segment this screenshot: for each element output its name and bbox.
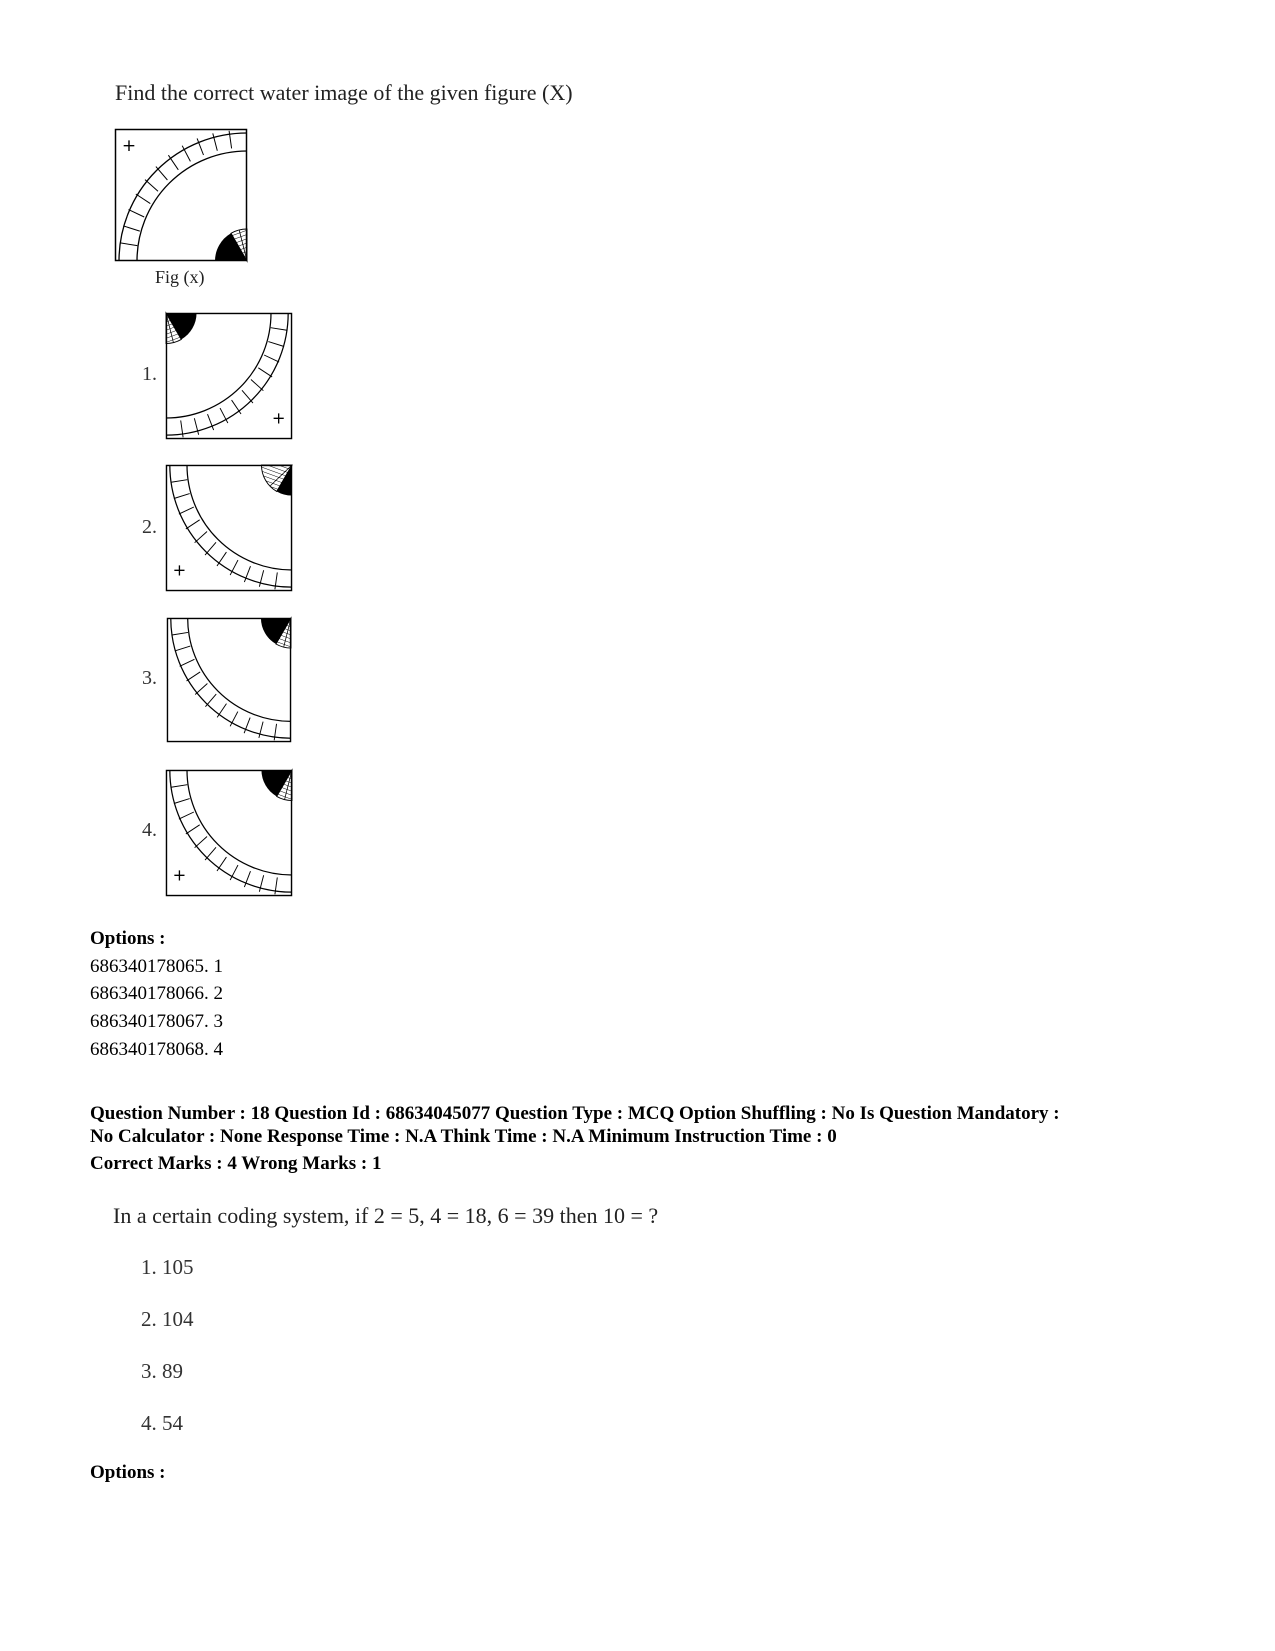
question-meta-line: No Calculator : None Response Time : N.A Think Time : N.A Minimum Instruction Time : 0 (90, 1126, 837, 1147)
options-heading: Options : (90, 928, 166, 949)
question-prompt: In a certain coding system, if 2 = 5, 4 = 18, 6 = 39 then 10 = ? (113, 1203, 659, 1228)
option-item[interactable]: 686340178066. 2 (90, 983, 223, 1004)
figure-option-label: 2. (142, 516, 157, 538)
option-item[interactable]: 686340178065. 1 (90, 956, 223, 977)
choice-item[interactable]: 1. 105 (141, 1255, 194, 1279)
figure-option-4[interactable] (166, 770, 292, 896)
figure-x (115, 129, 247, 261)
option-item[interactable]: 686340178068. 4 (90, 1039, 223, 1060)
svg-text:+: + (172, 865, 187, 885)
choice-item[interactable]: 3. 89 (141, 1359, 183, 1383)
figure-option-1[interactable] (166, 313, 292, 439)
svg-text:+: + (172, 560, 187, 580)
question-prompt: Find the correct water image of the given figure (X) (115, 80, 573, 105)
question-meta-line: Question Number : 18 Question Id : 68634045077 Question Type : MCQ Option Shuffling : No Is Question Mandatory : (90, 1103, 1060, 1124)
choice-item[interactable]: 2. 104 (141, 1307, 194, 1331)
choice-item[interactable]: 4. 54 (141, 1411, 183, 1435)
figure-option-2[interactable] (166, 465, 292, 591)
options-heading: Options : (90, 1462, 166, 1483)
svg-text:+: + (271, 408, 286, 428)
question-marks: Correct Marks : 4 Wrong Marks : 1 (90, 1153, 382, 1174)
figure-option-3[interactable] (167, 618, 291, 742)
figure-caption: Fig (x) (155, 267, 205, 287)
figure-option-label: 3. (142, 667, 157, 689)
option-item[interactable]: 686340178067. 3 (90, 1011, 223, 1032)
figure-option-label: 1. (142, 363, 157, 385)
svg-text:+: + (121, 136, 137, 156)
figure-option-label: 4. (142, 819, 157, 841)
